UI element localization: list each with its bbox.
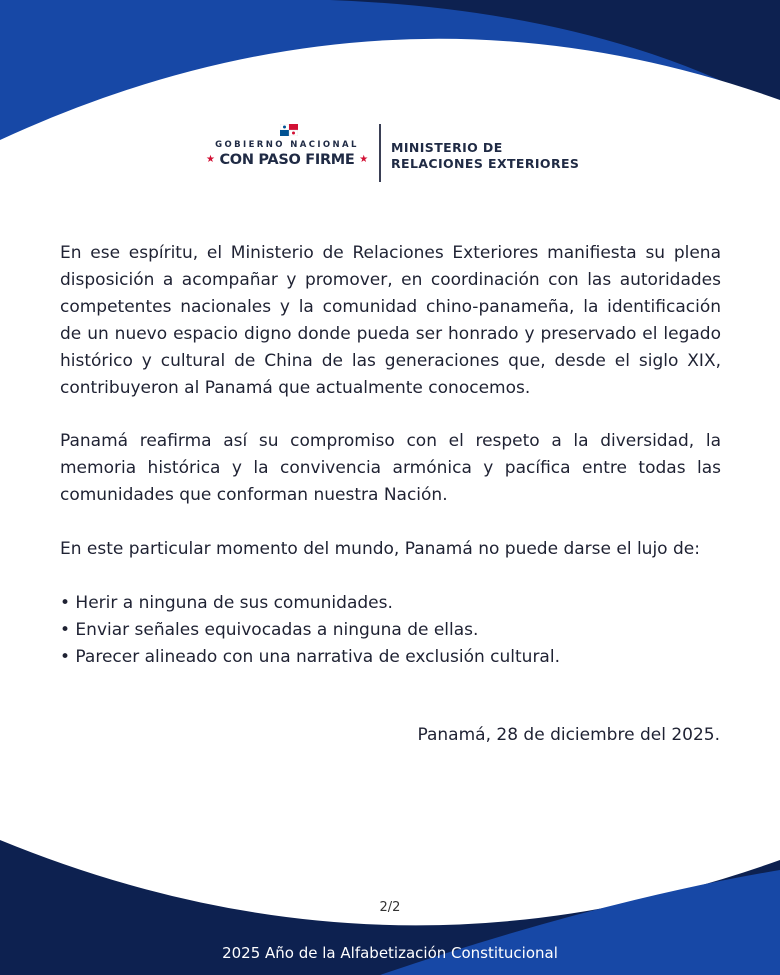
page-number: 2/2 — [379, 900, 401, 915]
bullet-item: • Parecer alineado con una narrativa de exclusión cultural. — [60, 647, 560, 667]
logo-line-gobierno-nacional: GOBIERNO NACIONAL — [215, 140, 359, 150]
logo-motto: CON PASO FIRME — [219, 152, 355, 168]
panama-flag-icon — [280, 124, 298, 136]
logo-line-con-paso-firme — [206, 152, 368, 168]
bullet-list — [60, 590, 721, 671]
letterhead — [0, 120, 780, 186]
ministry-line2: RELACIONES EXTERIORES — [391, 156, 580, 171]
star-icon: ★ — [359, 154, 368, 165]
bullet-item: • Enviar señales equivocadas a ninguna de ellas. — [60, 620, 479, 640]
paragraph-3: En este particular momento del mundo, Panamá no puede darse el lujo de: — [60, 539, 700, 559]
paragraph-2: Panamá reafirma así su compromiso con el respeto a la diversidad, la memoria histórica y la convivencia armónica y pacífica entre todas las comunidades que conforman nuestra Nación. — [60, 431, 721, 505]
ministry-name — [391, 140, 579, 172]
gobierno-nacional-logo — [206, 120, 368, 182]
star-icon: ★ — [206, 154, 215, 165]
ministry-line1: MINISTERIO DE — [391, 140, 503, 155]
date-signoff: Panamá, 28 de diciembre del 2025. — [417, 725, 720, 745]
header-divider — [379, 124, 381, 182]
footer-slogan: 2025 Año de la Alfabetización Constitucional — [222, 944, 558, 962]
bullet-item: • Herir a ninguna de sus comunidades. — [60, 593, 393, 613]
paragraph-1: En ese espíritu, el Ministerio de Relaciones Exteriores manifiesta su plena disposición a acompañar y promover, en coordinación con las autoridades competentes nacionales y la comunidad chino-panameña, la identificación de un nuevo espacio digno donde pueda ser honrado y preservado el legado histórico y cultural de China de las generaciones que, desde el siglo XIX, contribuyeron al Panamá que actualmente conocemos. — [60, 243, 721, 398]
